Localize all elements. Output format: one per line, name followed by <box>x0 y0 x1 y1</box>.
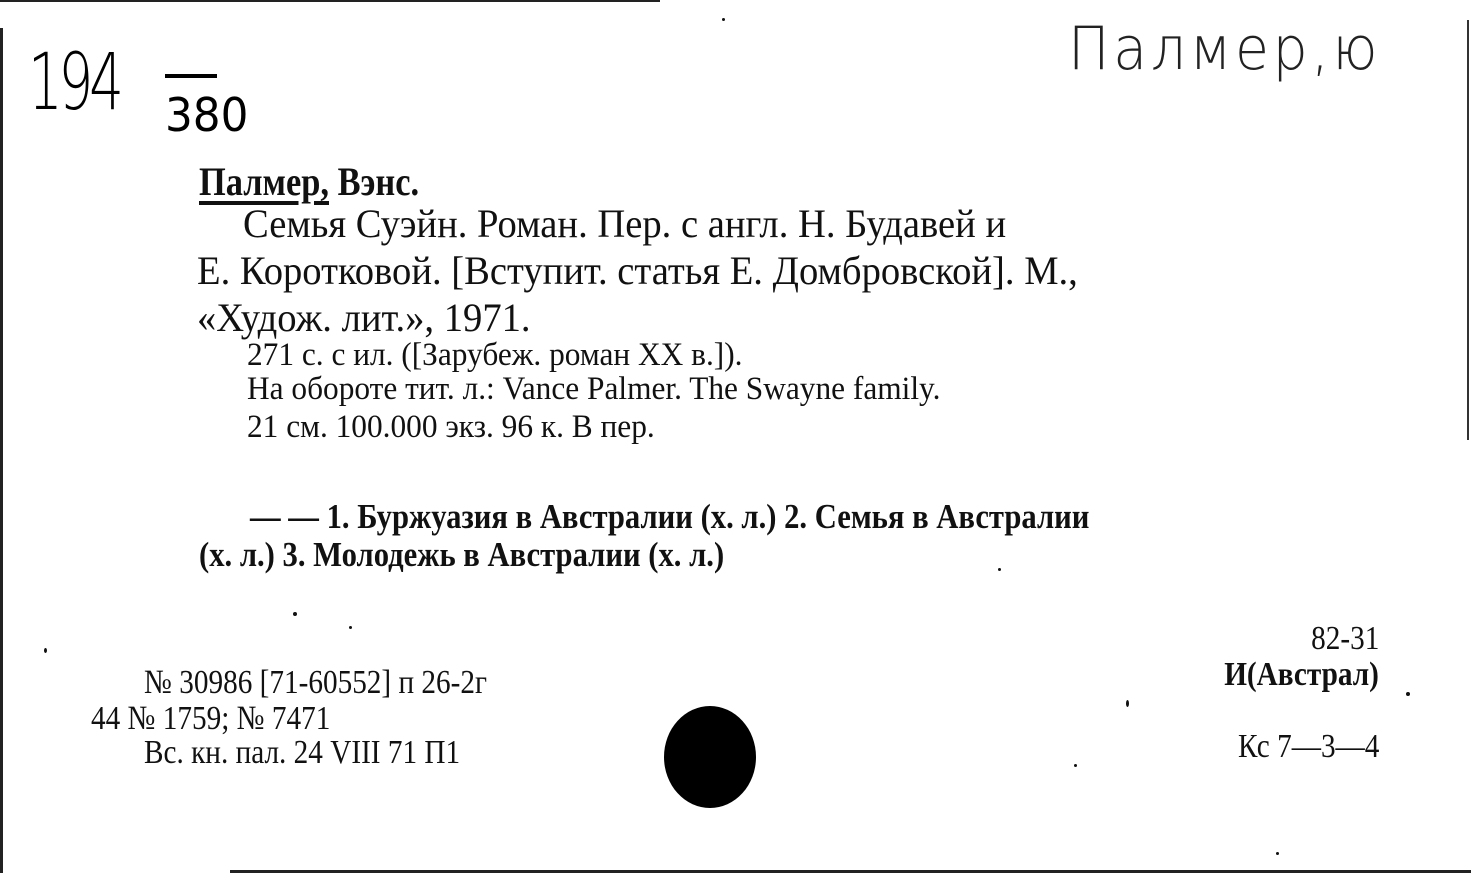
scan-speck <box>349 626 352 629</box>
footer-chamber-date: Вс. кн. пал. 24 VIII 71 П1 <box>144 734 461 771</box>
title-line-2: Е. Коротковой. [Вступит. статья Е. Домбровской]. М., <box>197 248 1078 293</box>
detail-line-original-title: На обороте тит. л.: Vance Palmer. The Swayne family. <box>247 371 941 407</box>
title-line-1: Семья Суэйн. Роман. Пер. с англ. Н. Будавей и <box>243 201 1007 246</box>
card-edge-top <box>0 0 660 2</box>
classification-subject: И(Австрал) <box>1224 656 1379 693</box>
handwritten-shelf-sub: 380 <box>165 88 249 142</box>
scan-speck <box>44 648 47 653</box>
card-edge-left <box>0 28 3 873</box>
scan-speck <box>722 18 725 21</box>
classification-code: 82-31 <box>1310 620 1379 657</box>
subject-headings-line-2: (х. л.) 3. Молодежь в Австралии (х. л.) <box>199 535 725 574</box>
scan-speck <box>293 612 297 616</box>
title-line-3: «Худож. лит.», 1971. <box>197 295 531 340</box>
subject-headings-line-1: — — 1. Буржуазия в Австралии (х. л.) 2. Семья в Австралии <box>250 497 1090 536</box>
scan-speck <box>1276 852 1279 855</box>
card-edge-right <box>1467 20 1469 440</box>
detail-line-pagination: 271 с. с ил. ([Зарубеж. роман XX в.]). <box>247 337 743 373</box>
scan-speck <box>1074 764 1077 767</box>
scan-speck <box>1126 700 1129 707</box>
scan-speck <box>1406 692 1410 696</box>
handwritten-author-note: Палмер,ю <box>1068 14 1382 84</box>
author-mark-code: Кс 7—3—4 <box>1237 728 1379 765</box>
author-given-name: Вэнс. <box>328 159 420 204</box>
scan-speck <box>998 568 1001 571</box>
handwritten-shelf-number: 194 <box>28 38 120 128</box>
card-punch-hole <box>664 706 756 808</box>
handwritten-fraction-bar <box>165 74 217 78</box>
footer-record-number: № 30986 [71-60552] п 26-2г <box>144 664 488 701</box>
footer-index-numbers: 44 № 1759; № 7471 <box>91 700 331 737</box>
author-heading <box>199 158 419 205</box>
author-surname: Палмер, <box>199 159 329 204</box>
detail-line-format: 21 см. 100.000 экз. 96 к. В пер. <box>247 409 655 445</box>
